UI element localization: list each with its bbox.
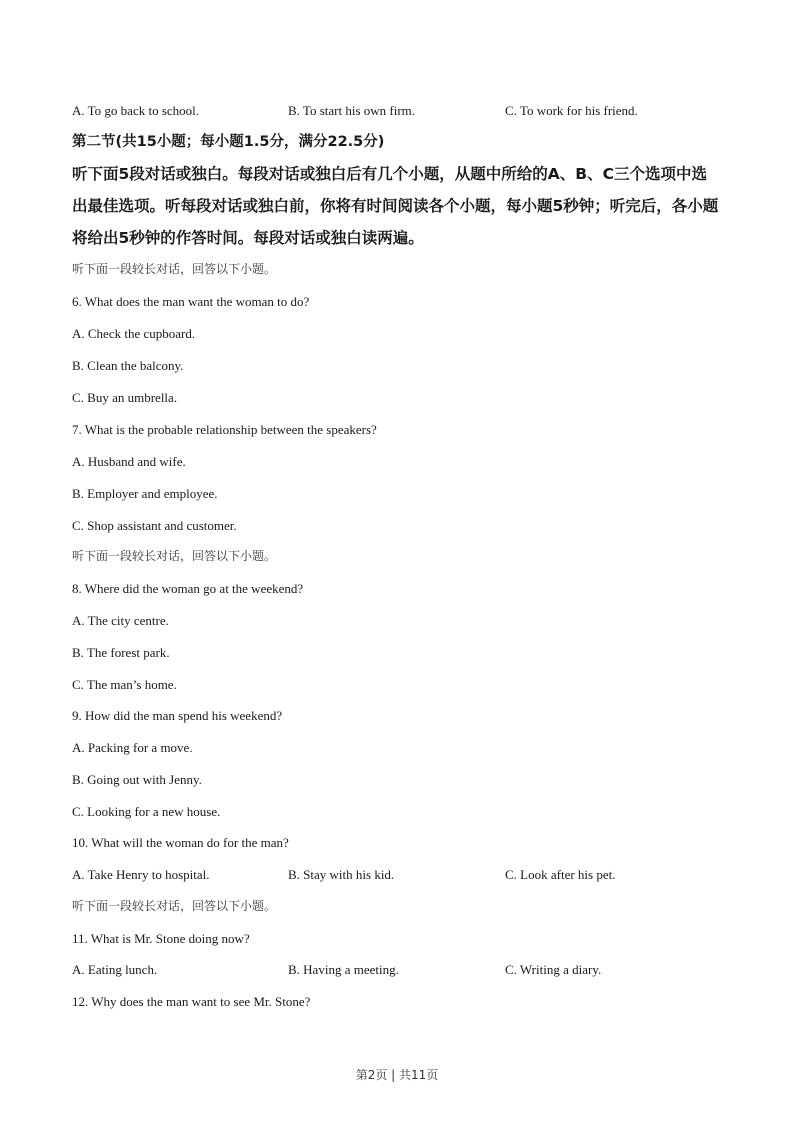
q10-options [72,868,732,884]
q11-option-c: C. Writing a diary. [505,962,602,977]
q12-stem: 12. Why does the man want to see Mr. Stone? [72,994,311,1009]
q9-option-b: B. Going out with Jenny. [72,772,202,787]
q6-option-c: C. Buy an umbrella. [72,390,178,405]
listen-prompt: 听下面一段较长对话，回答以下小题。 [72,899,277,913]
q8-option-b: B. The forest park. [72,645,170,660]
q5-option-b: B. To start his own firm. [288,103,416,118]
q10-option-b: B. Stay with his kid. [288,867,395,882]
q8-option-a: A. The city centre. [72,613,169,628]
q11-options [72,963,732,979]
listen-prompt: 听下面一段较长对话，回答以下小题。 [72,262,277,276]
page-footer: 第2页 | 共11页 [355,1068,439,1082]
q11-option-b: B. Having a meeting. [288,962,399,977]
q6-stem: 6. What does the man want the woman to do? [72,294,310,309]
q11-stem: 11. What is Mr. Stone doing now? [72,931,250,946]
section-instruction: 听下面5段对话或独白。每段对话或独白后有几个小题，从题中所给的A、B、C三个选项中选出最佳选项。听每段对话或独白前，你将有时间阅读各个小题，每小题5秒钟；听完后，各小题将给出5秒钟的作答时间。每段对话或独白读两遍。 [72,165,719,247]
q10-stem: 10. What will the woman do for the man? [72,835,289,850]
q5-options [72,104,732,120]
q7-option-c: C. Shop assistant and customer. [72,518,237,533]
q10-option-c: C. Look after his pet. [505,867,616,882]
q9-stem: 9. How did the man spend his weekend? [72,708,283,723]
q6-option-b: B. Clean the balcony. [72,358,184,373]
q10-option-a: A. Take Henry to hospital. [72,867,210,882]
q7-option-a: A. Husband and wife. [72,454,186,469]
q11-option-a: A. Eating lunch. [72,962,158,977]
q8-stem: 8. Where did the woman go at the weekend? [72,581,304,596]
q8-option-c: C. The man’s home. [72,677,177,692]
q5-option-c: C. To work for his friend. [505,103,638,118]
q9-option-c: C. Looking for a new house. [72,804,221,819]
listen-prompt: 听下面一段较长对话，回答以下小题。 [72,549,277,563]
q5-option-a: A. To go back to school. [72,103,200,118]
q7-option-b: B. Employer and employee. [72,486,218,501]
q7-stem: 7. What is the probable relationship between the speakers? [72,422,377,437]
q6-option-a: A. Check the cupboard. [72,326,196,341]
q9-option-a: A. Packing for a move. [72,740,193,755]
section-title: 第二节(共15小题；每小题1.5分，满分22.5分) [72,134,385,150]
